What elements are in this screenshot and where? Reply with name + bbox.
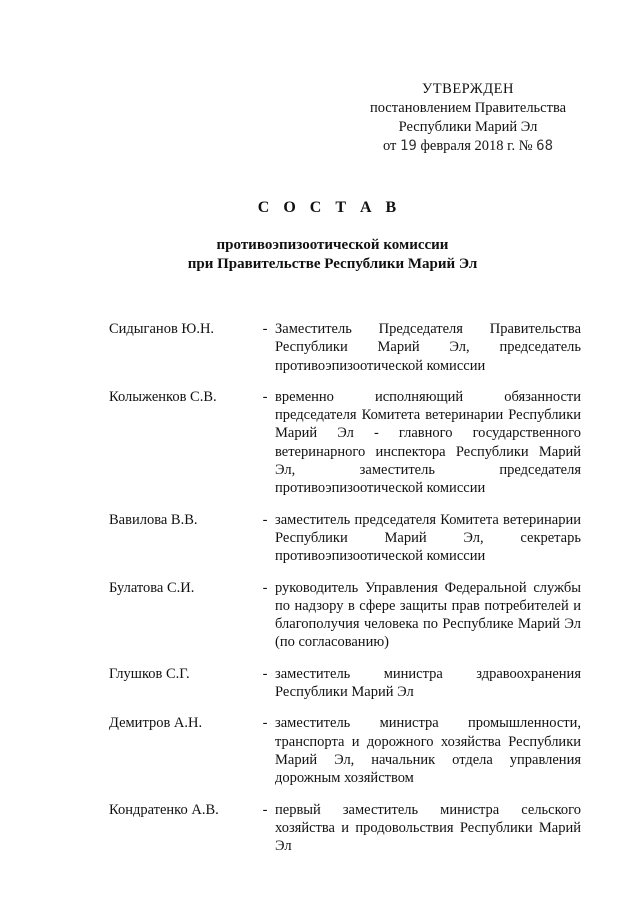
subtitle-line-2: при Правительстве Республики Марий Эл (187, 256, 478, 272)
member-name: Колыженков С.В. (109, 388, 217, 405)
member-row (109, 665, 581, 702)
member-name: Демитров А.Н. (109, 715, 203, 732)
member-row (109, 801, 581, 856)
member-role: руководитель Управления Федеральной службы по надзору в сфере защиты прав потребителей и благополучия человека по Республике Марий Эл (по согласованию) (275, 579, 581, 651)
member-role: заместитель министра промышленности, транспорта и дорожного хозяйства Республики Марий Эл, начальник отдела управления дорожным хозяйством (275, 715, 581, 787)
member-dash: - (262, 511, 268, 528)
member-name: Глушков С.Г. (109, 665, 190, 682)
document-title: С О С Т А В (257, 199, 402, 216)
member-name: Вавилова В.В. (109, 511, 198, 528)
member-row (109, 714, 581, 787)
approval-line-1: постановлением Правительства (369, 100, 567, 116)
member-row (109, 388, 581, 498)
subtitle-line-1: противоэпизоотической комиссии (216, 237, 449, 253)
member-dash: - (262, 665, 268, 682)
member-row (109, 511, 581, 566)
approval-stamp (340, 80, 596, 156)
approval-date-line (340, 137, 596, 156)
approval-heading: УТВЕРЖДЕН (422, 81, 514, 97)
document-subtitle (0, 236, 639, 274)
member-dash: - (262, 388, 268, 405)
member-name: Булатова С.И. (109, 579, 195, 596)
member-role: заместитель министра здравоохранения Республики Марий Эл (275, 665, 581, 701)
member-dash: - (262, 579, 268, 596)
member-dash: - (262, 801, 268, 818)
member-role: первый заместитель министра сельского хозяйства и продовольствия Республики Марий Эл (275, 801, 581, 855)
member-role: временно исполняющий обязанности председателя Комитета ветеринарии Республики Марий Эл - главного государственного ветеринарного инспектора Республики Марий Эл, заместитель председателя противоэпизоотической комиссии (275, 388, 581, 497)
member-dash: - (262, 321, 268, 337)
date-prefix: от (382, 138, 397, 154)
member-row (109, 320, 581, 375)
date-day: 19 (400, 138, 417, 154)
member-row (109, 579, 581, 652)
approval-line-2: Республики Марий Эл (398, 119, 538, 135)
member-dash: - (262, 715, 268, 732)
member-role: заместитель председателя Комитета ветеринарии Республики Марий Эл, секретарь противоэпизоотической комиссии (275, 511, 581, 565)
member-name: Кондратенко А.В. (109, 801, 219, 818)
decree-number: 68 (536, 138, 554, 154)
member-name: Сидыганов Ю.Н. (109, 321, 215, 337)
member-role: Заместитель Председателя Правительства Республики Марий Эл, председатель противоэпизоотической комиссии (275, 321, 581, 374)
members-list (109, 320, 581, 855)
date-rest: февраля 2018 г. № (420, 138, 533, 154)
